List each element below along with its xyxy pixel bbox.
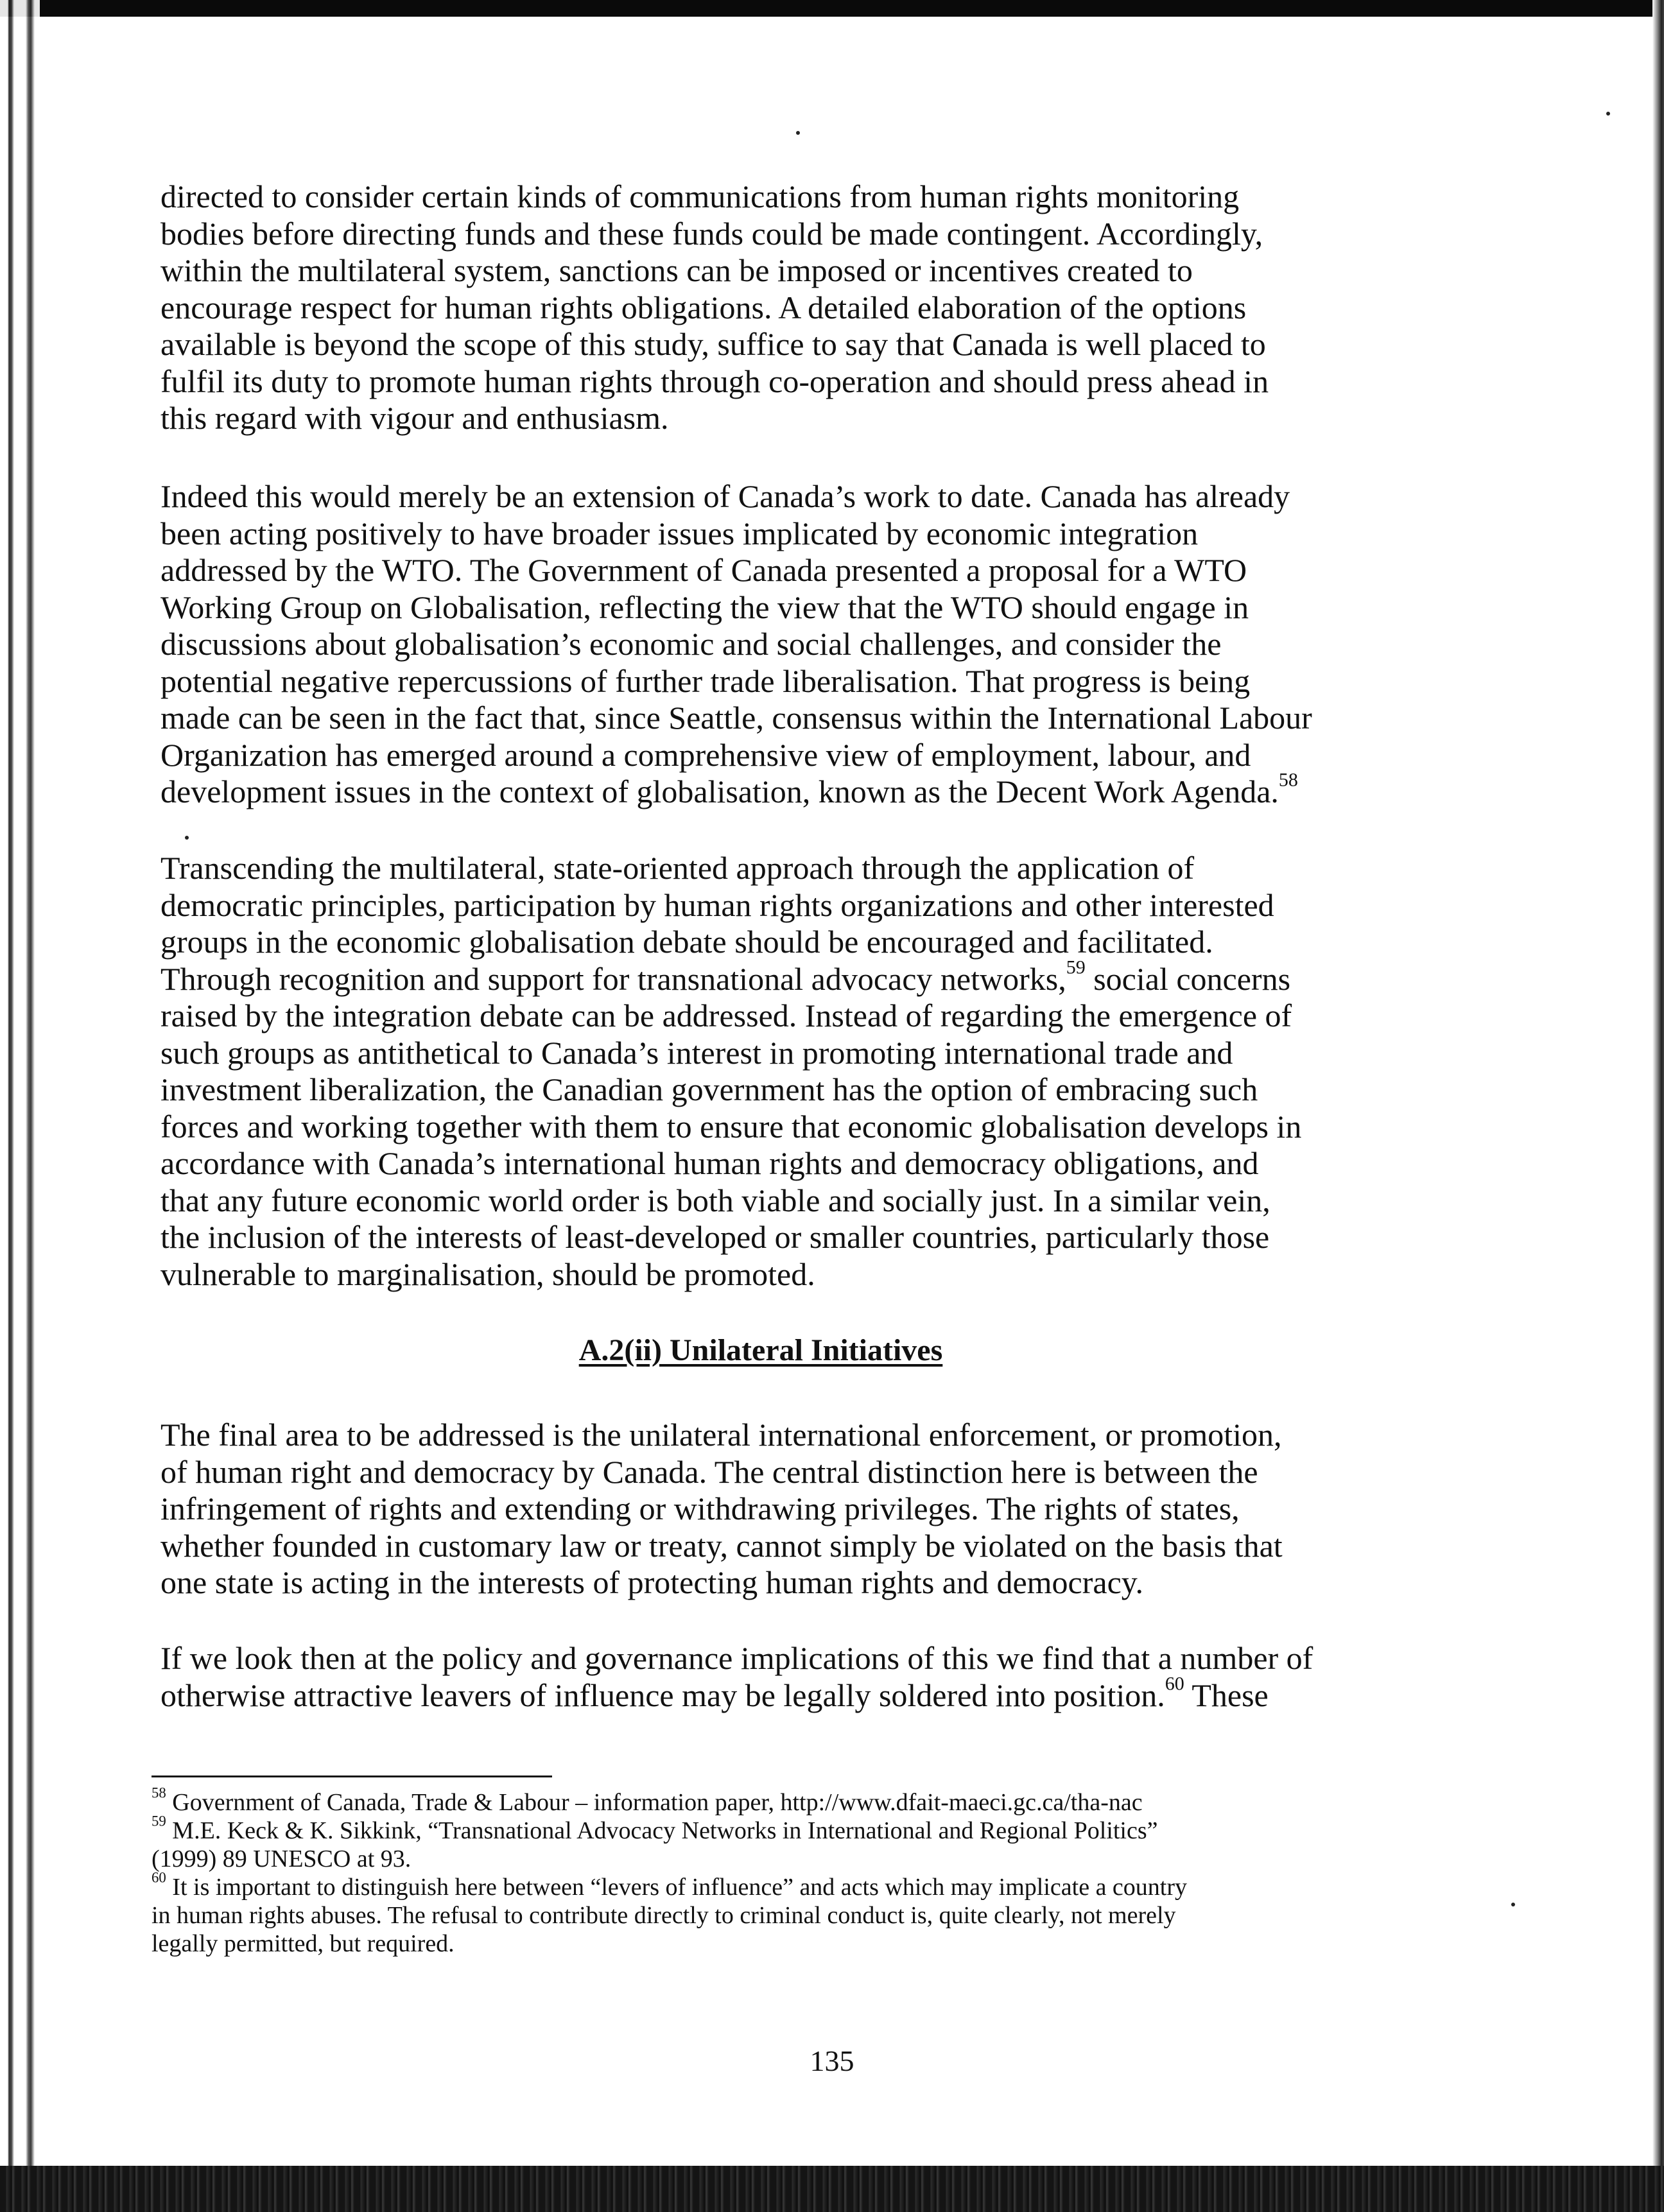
footnote-line: [152, 1784, 1358, 1817]
text-line: accordance with Canada’s international human rights and democracy obligations, and: [160, 1145, 1259, 1181]
text-line: within the multilateral system, sanctions can be imposed or incentives created to: [160, 252, 1193, 288]
footnote-line: [152, 1813, 1358, 1845]
text-fragment: These: [1184, 1677, 1269, 1713]
scan-speck: [1606, 112, 1610, 116]
footnote-number: 59: [152, 1813, 166, 1829]
text-line: bodies before directing funds and these funds could be made contingent. Accordingly,: [160, 215, 1263, 252]
paragraph-2: [160, 478, 1361, 811]
text-line: forces and working together with them to ensure that economic globalisation develops in: [160, 1108, 1302, 1145]
text-line: available is beyond the scope of this study, suffice to say that Canada is well placed to: [160, 326, 1266, 362]
text-line: encourage respect for human rights obligations. A detailed elaboration of the options: [160, 289, 1247, 325]
footnote-ref-59: 59: [1066, 956, 1086, 978]
text-line: addressed by the WTO. The Government of Canada presented a proposal for a WTO: [160, 552, 1247, 588]
paragraph-5: [160, 1640, 1361, 1714]
text-line: potential negative repercussions of further trade liberalisation. That progress is being: [160, 662, 1251, 699]
paragraph-1: [160, 178, 1361, 437]
scan-speck: [1511, 1903, 1515, 1906]
text-line: discussions about globalisation’s economic and social challenges, and consider the: [160, 626, 1222, 662]
text-line: investment liberalization, the Canadian government has the option of embracing such: [160, 1071, 1258, 1107]
text-line: that any future economic world order is both viable and socially just. In a similar vein,: [160, 1182, 1270, 1218]
text-fragment: otherwise attractive leavers of influence may be legally soldered into position.: [160, 1677, 1165, 1713]
scan-border-top: [0, 0, 1664, 17]
footnote-60: [152, 1869, 1358, 1958]
page-number: 135: [810, 2044, 854, 2077]
footnote-59: [152, 1813, 1358, 1873]
text-line: [160, 769, 1361, 811]
text-line: [160, 1673, 1361, 1715]
scan-border-left: [0, 0, 40, 2212]
footnote-number: 58: [152, 1784, 166, 1801]
text-line: Working Group on Globalisation, reflecting the view that the WTO should engage in: [160, 589, 1249, 625]
footnote-text: It is important to distinguish here between “levers of influence” and acts which may implicate a country: [166, 1874, 1188, 1901]
scan-speck: [185, 836, 189, 840]
text-line: groups in the economic globalisation debate should be encouraged and facilitated.: [160, 924, 1213, 960]
footnote-line: [152, 1869, 1358, 1901]
scan-speck: [796, 131, 800, 135]
scan-border-bottom: [0, 2166, 1664, 2212]
footnote-line: (1999) 89 UNESCO at 93.: [152, 1845, 412, 1872]
paragraph-3: [160, 850, 1361, 1293]
text-line: fulfil its duty to promote human rights through co-operation and should press ahead in: [160, 363, 1269, 399]
text-line: The final area to be addressed is the unilateral international enforcement, or promotion,: [160, 1417, 1282, 1453]
scan-border-right: [1652, 0, 1664, 2212]
text-fragment: Through recognition and support for transnational advocacy networks,: [160, 960, 1066, 997]
text-line: one state is acting in the interests of protecting human rights and democracy.: [160, 1564, 1144, 1600]
section-heading: A.2(ii) Unilateral Initiatives: [578, 1333, 943, 1367]
footnote-text: Government of Canada, Trade & Labour – information paper, http://www.dfait-maeci.gc.ca/tha-nac: [166, 1789, 1143, 1816]
text-line: of human right and democracy by Canada. The central distinction here is between the: [160, 1453, 1258, 1490]
text-line: If we look then at the policy and governance implications of this we find that a number of: [160, 1640, 1313, 1676]
text-line: made can be seen in the fact that, since Seattle, consensus within the International Labour: [160, 700, 1312, 736]
footnote-line: in human rights abuses. The refusal to contribute directly to criminal conduct is, quite clearly, not merely: [152, 1902, 1176, 1929]
footnote-ref-58: 58: [1278, 769, 1298, 791]
text-line: this regard with vigour and enthusiasm.: [160, 400, 669, 436]
text-line: Indeed this would merely be an extension of Canada’s work to date. Canada has already: [160, 478, 1290, 514]
text-line: such groups as antithetical to Canada’s interest in promoting international trade and: [160, 1034, 1233, 1071]
text-line: directed to consider certain kinds of communications from human rights monitoring: [160, 178, 1240, 214]
text-line: raised by the integration debate can be addressed. Instead of regarding the emergence of: [160, 998, 1292, 1033]
footnotes: [152, 1784, 1358, 1958]
footnote-ref-60: 60: [1165, 1673, 1184, 1694]
footnote-number: 60: [152, 1869, 166, 1886]
text-fragment: social concerns: [1085, 960, 1291, 997]
text-line: [160, 956, 1361, 998]
text-fragment: development issues in the context of globalisation, known as the Decent Work Agenda.: [160, 773, 1279, 809]
footnote-text: M.E. Keck & K. Sikkink, “Transnational Advocacy Networks in International and Regional Politics”: [166, 1817, 1158, 1844]
text-line: been acting positively to have broader issues implicated by economic integration: [160, 515, 1199, 551]
paragraph-4: [160, 1417, 1361, 1602]
text-line: infringement of rights and extending or withdrawing privileges. The rights of states,: [160, 1491, 1240, 1526]
footnote-line: legally permitted, but required.: [152, 1930, 455, 1957]
text-line: the inclusion of the interests of least-developed or smaller countries, particularly those: [160, 1219, 1270, 1255]
text-line: Organization has emerged around a comprehensive view of employment, labour, and: [160, 736, 1251, 773]
text-line: Transcending the multilateral, state-oriented approach through the application of: [160, 850, 1195, 886]
footnote-divider: [152, 1776, 552, 1777]
text-line: whether founded in customary law or treaty, cannot simply be violated on the basis that: [160, 1527, 1283, 1564]
text-line: vulnerable to marginalisation, should be promoted.: [160, 1256, 815, 1292]
text-line: democratic principles, participation by human rights organizations and other interested: [160, 886, 1274, 923]
footnote-58: [152, 1784, 1358, 1817]
